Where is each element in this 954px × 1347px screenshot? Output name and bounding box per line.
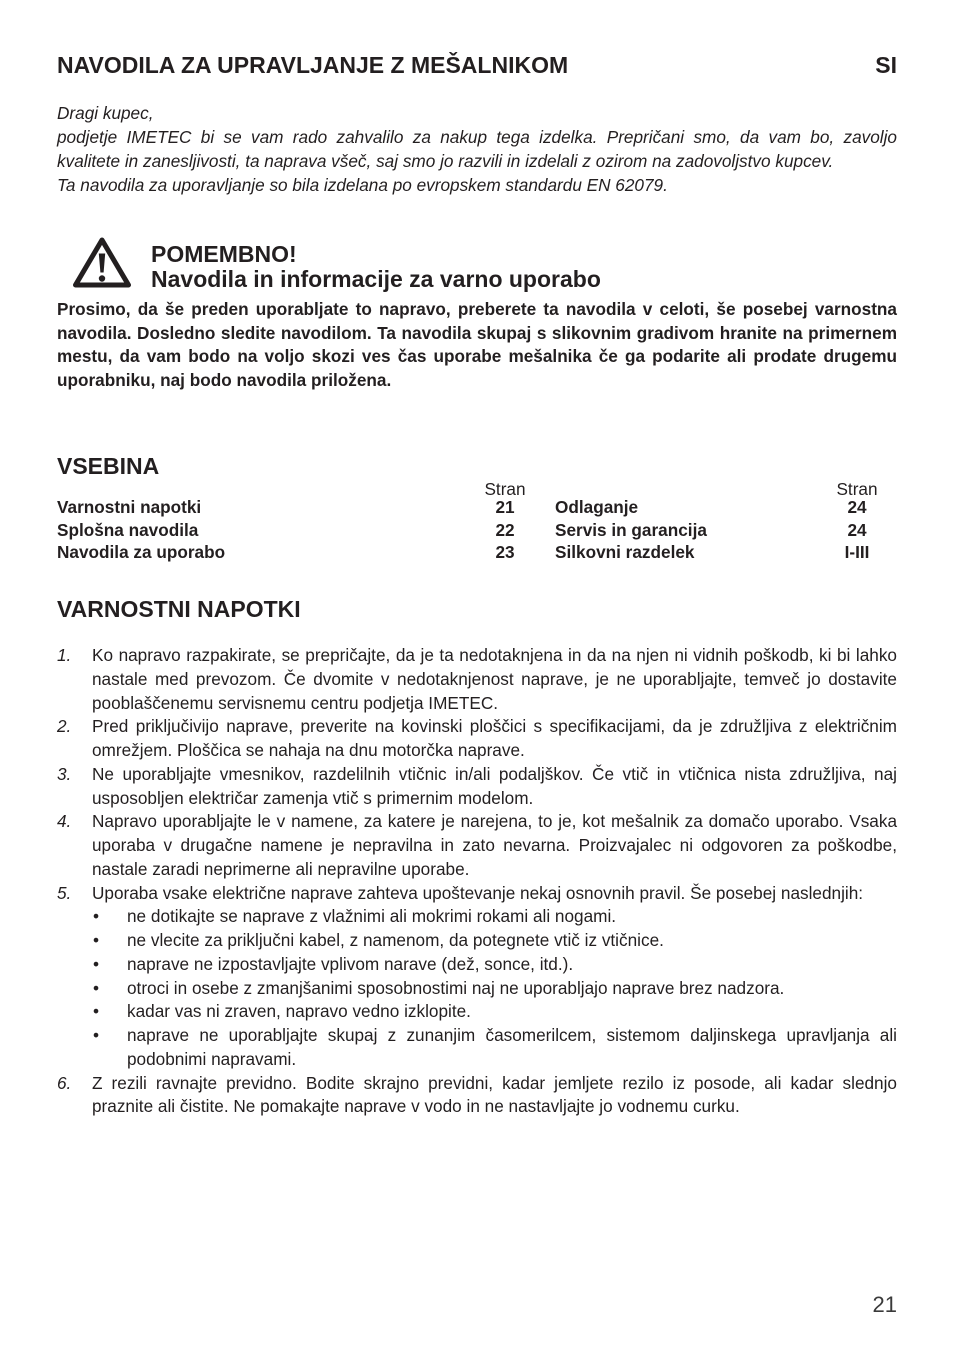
page-column-header: Stran [484, 479, 526, 499]
language-code: SI [875, 52, 897, 78]
bullet-text [127, 905, 897, 929]
bullet-mark: • [93, 1025, 100, 1045]
safety-item [57, 715, 897, 763]
item-text-line: Uporaba vsake električne naprave zahteva upoštevanje nekaj osnovnih pravil. Še posebej naslednjih: [92, 882, 864, 903]
safety-item [57, 810, 897, 881]
item-text-line: Pred priključivijo naprave, preverite na kovinski ploščici s specifikacijami, da je združljiva z električnim [92, 716, 897, 737]
intro-block [57, 101, 897, 197]
contents-entry-page: 24 [847, 519, 867, 540]
safety-item [57, 644, 897, 715]
document-header [57, 51, 897, 79]
contents-entry [555, 541, 887, 564]
contents-entry [555, 519, 887, 542]
item-text-line: uporaba v drugačne namene je nepravilna in zato nevarna. Proizvajalec ni odgovoren za poškodbe, [92, 835, 897, 855]
bullet-mark: • [93, 1001, 100, 1022]
warning-heading [151, 242, 897, 292]
safety-item [57, 1072, 897, 1120]
contents-entry-page: 21 [495, 497, 515, 517]
item-number: 3. [57, 763, 72, 784]
bullet-text-line: naprave ne uporabljajte skupaj z zunanjim časomerilcem, sistemom daljinskega upravljanja ali [127, 1025, 897, 1045]
safety-item [57, 882, 897, 1072]
contents-entry-page: 22 [495, 519, 515, 540]
bullet-text [127, 977, 897, 1001]
standard-note: Ta navodila za uporavljanje so bila izdelana po evropskem standardu EN 62079. [57, 175, 668, 195]
contents-entry [57, 496, 535, 519]
safety-item [57, 763, 897, 811]
contents-entry-label: Varnostni napotki [57, 497, 202, 517]
bullet-text [127, 1024, 897, 1072]
item-number: 6. [57, 1072, 72, 1093]
bullet-mark: • [93, 930, 100, 950]
bullet-text-line: ne vlecite za priključni kabel, z namenom, da potegnete vtič iz vtičnice. [127, 930, 664, 950]
contents-entry [555, 496, 887, 519]
contents-entry-label: Servis in garancija [555, 519, 707, 540]
bullet-mark: • [93, 977, 100, 998]
bullet-item [92, 977, 897, 1001]
item-text [92, 810, 897, 881]
item-text-line: Ne uporabljajte vmesnikov, razdelilnih vtičnic in/ali podaljškov. Če vtič in vtičnica nista združljiva, naj [92, 763, 897, 784]
intro-paragraph-line: kvalitete in zanesljivosti, ta naprava všeč, saj smo jo razvili in izdelali z ozirom na zadovoljstvo kupcev. [57, 151, 834, 171]
warning-paragraph-line: uporabniku, naj bodo navodila priložena. [57, 370, 392, 391]
bullet-item [92, 929, 897, 953]
safety-list [57, 644, 897, 1119]
contents-entry-label: Odlaganje [555, 497, 639, 517]
item-text [92, 644, 897, 715]
contents-entry [57, 541, 535, 564]
bullet-text [127, 1000, 897, 1024]
item-text-line: Ko napravo razpakirate, se prepričajte, da je ta nedotaknjena in da na njen ni vidnih poškodb, ki bi lahko [92, 645, 897, 665]
greeting: Dragi kupec, [57, 103, 154, 123]
item-number: 1. [57, 645, 72, 665]
page-number: 21 [872, 1292, 897, 1317]
bullet-item [92, 1000, 897, 1024]
item-text-line: Z rezili ravnajte previdno. Bodite skrajno previdni, kadar jemljete rezilo iz posode, ali kadar slednjo [92, 1072, 897, 1093]
bullet-item [92, 953, 897, 977]
item-number: 4. [57, 811, 72, 832]
safety-heading: VARNOSTNI NAPOTKI [57, 596, 301, 622]
page-column-header: Stran [836, 479, 878, 499]
bullet-text-line: naprave ne izpostavljajte vplivom narave (dež, sonce, itd.). [127, 953, 574, 974]
contents-heading: VSEBINA [57, 453, 160, 479]
bullet-mark: • [93, 906, 100, 927]
bullet-text-line: kadar vas ni zraven, napravo vedno izklopite. [127, 1001, 471, 1022]
contents-column-left [57, 478, 535, 568]
bullet-item [92, 1024, 897, 1072]
bullet-mark: • [93, 953, 100, 974]
document-title: NAVODILA ZA UPRAVLJANJE Z MEŠALNIKOM [57, 52, 569, 78]
item-text [92, 715, 897, 763]
item-text-line: nastale med prevozom. Če dvomite v nedotaknjenost naprave, je ne uporabljajte, temveč jo dostavite [92, 668, 897, 689]
item-text-line: pooblaščenemu servisnemu centru podjetja IMETEC. [92, 692, 499, 713]
bullet-text [127, 953, 897, 977]
contents-entry-page: 23 [495, 542, 515, 562]
intro-paragraph-line: podjetje IMETEC bi se vam rado zahvalilo za nakup tega izdelka. Prepričani smo, da vam bo, zavoljo [57, 127, 897, 147]
contents-entry-page: I-III [844, 542, 870, 562]
bullet-text-line: otroci in osebe z zmanjšanimi sposobnostimi naj ne uporabljajo naprave brez nadzora. [127, 977, 785, 998]
item-text-line: nastale zaradi neprimerne ali nepravilne uporabe. [92, 858, 470, 879]
bullet-item [92, 905, 897, 929]
bullet-text-line: ne dotikajte se naprave z vlažnimi ali mokrimi rokami ali nogami. [127, 906, 617, 927]
warning-subtitle: Navodila in informacije za varno uporabo [151, 265, 601, 292]
bullet-text-line: podobnimi napravami. [127, 1048, 297, 1069]
warning-paragraph-line: navodila. Dosledno sledite navodilom. Ta navodila skupaj s slikovnim gradivom hranite na primernem [57, 322, 897, 343]
item-number: 5. [57, 882, 72, 903]
warning-paragraph [57, 298, 897, 393]
item-text-line: praznite ali čistite. Ne pomakajte naprave v vodo in ne nastavljajte jo vodnemu curku. [92, 1096, 740, 1117]
warning-title: POMEMBNO! [151, 240, 297, 267]
warning-paragraph-line: mestu, da vam bodo na voljo skozi ves čas uporabe mešalnika če ga podarite ali prodate drugemu [57, 346, 897, 367]
item-text-line: usposobljen električar zamenja vtič s primernim modelom. [92, 787, 534, 808]
item-number: 2. [57, 716, 72, 737]
item-text [92, 882, 897, 1072]
contents-entry [57, 519, 535, 542]
contents-entry-label: Navodila za uporabo [57, 542, 226, 562]
item-text-line: Napravo uporabljajte le v namene, za katere je narejena, to je, kot mešalnik za domačo uporabo. Vsaka [92, 811, 897, 832]
warning-triangle-icon [72, 236, 132, 289]
warning-paragraph-line: Prosimo, da še preden uporabljate to napravo, preberete ta navodila v celoti, še posebej varnostna [57, 299, 897, 319]
item-text [92, 763, 897, 811]
item-text-line: omrežjem. Ploščica se nahaja na dnu motorčka naprave. [92, 740, 525, 760]
contents-entry-label: Splošna navodila [57, 519, 199, 540]
contents-column-right [555, 478, 887, 568]
contents-entry-page: 24 [847, 497, 867, 517]
contents-entry-label: Silkovni razdelek [555, 542, 695, 562]
item-text [92, 1072, 897, 1120]
bullet-text [127, 929, 897, 953]
